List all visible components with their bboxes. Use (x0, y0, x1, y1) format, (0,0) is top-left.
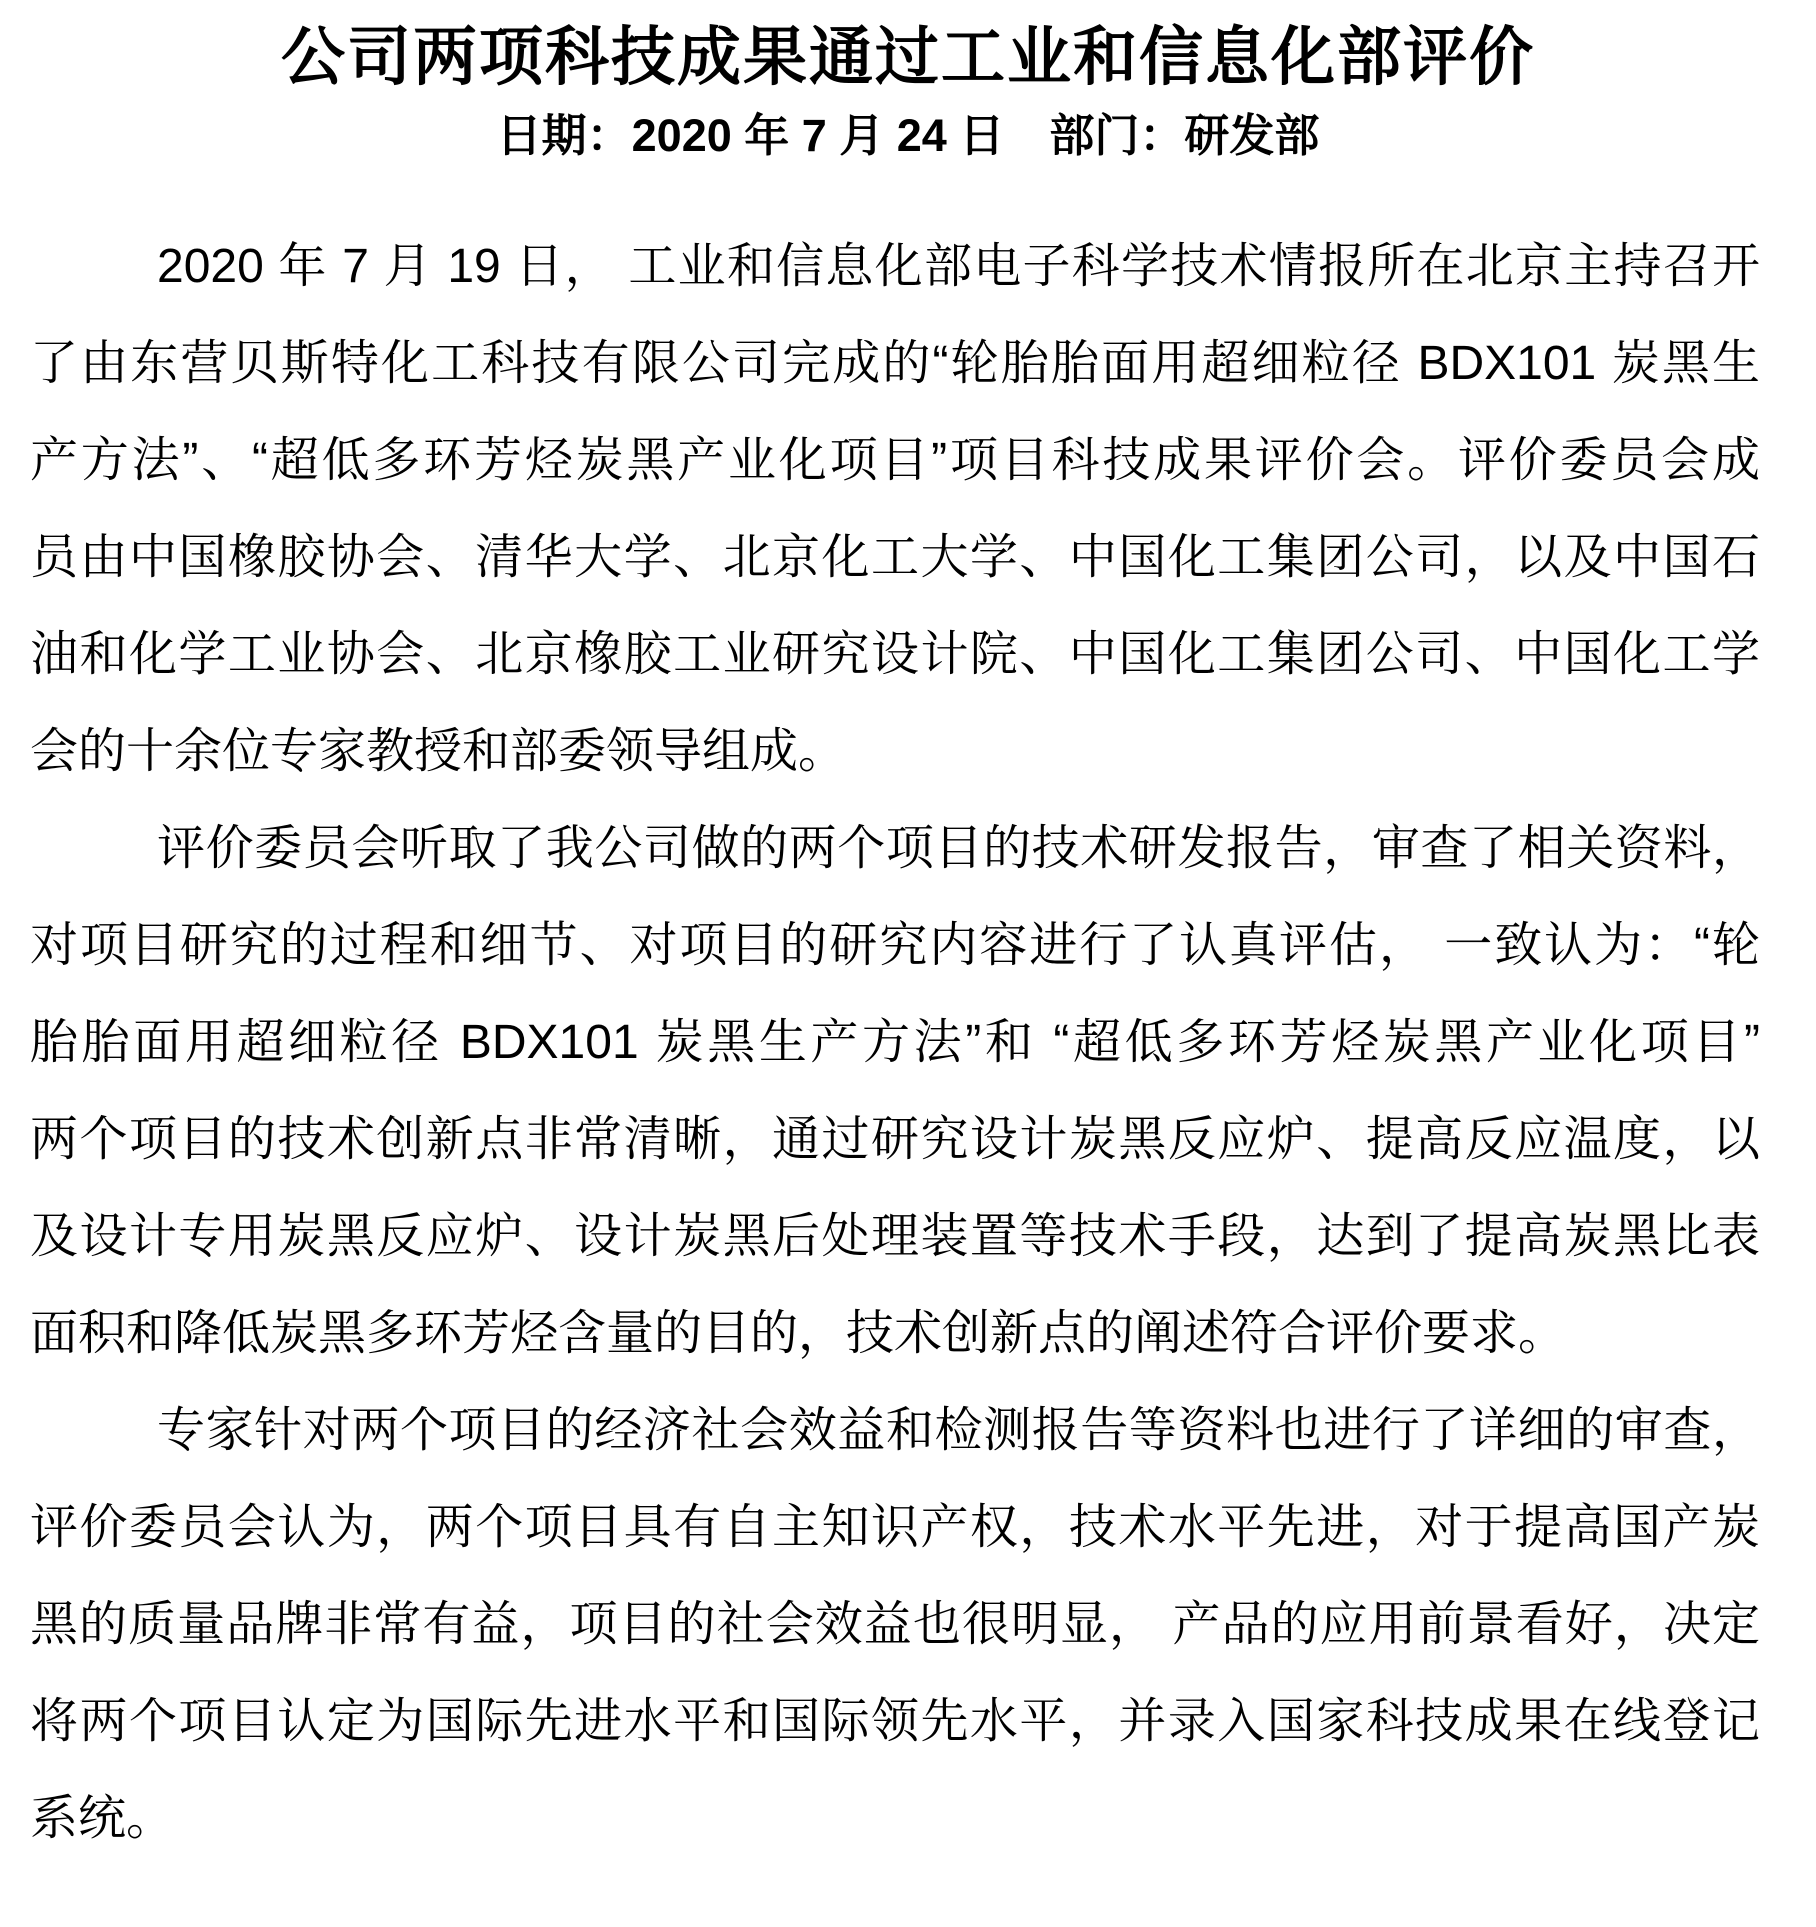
body-line: 面积和降低炭黑多环芳烃含量的目的，技术创新点的阐述符合评价要求。 (30, 1307, 1567, 1360)
body-line: 及设计专用炭黑反应炉、设计炭黑后处理装置等技术手段，达到了提高炭黑比表 (30, 1210, 1760, 1263)
paragraph (30, 1382, 1760, 1867)
body-line: 评价委员会听取了我公司做的两个项目的技术研发报告，审查了相关资料， (157, 822, 1760, 875)
document-title: 公司两项科技成果通过工业和信息化部评价 (281, 21, 1535, 93)
body-line: 两个项目的技术创新点非常清晰，通过研究设计炭黑反应炉、提高反应温度，以 (30, 1113, 1760, 1166)
body-line: 评价委员会认为，两个项目具有自主知识产权，技术水平先进，对于提高国产炭 (30, 1501, 1760, 1554)
body-line: 员由中国橡胶协会、清华大学、北京化工大学、中国化工集团公司，以及中国石 (30, 531, 1760, 584)
body-line: 了由东营贝斯特化工科技有限公司完成的“轮胎胎面用超细粒径 BDX101 炭黑生 (30, 337, 1760, 390)
body-line: 胎胎面用超细粒径 BDX101 炭黑生产方法”和 “超低多环芳烃炭黑产业化项目” (30, 1016, 1760, 1069)
body-line: 会的十余位专家教授和部委领导组成。 (30, 725, 847, 778)
body-line: 对项目研究的过程和细节、对项目的研究内容进行了认真评估， 一致认为：“轮 (30, 919, 1760, 972)
document-meta-line: 日期：2020 年 7 月 24 日 部门：研发部 (496, 110, 1320, 161)
body-line: 黑的质量品牌非常有益，项目的社会效益也很明显， 产品的应用前景看好，决定 (30, 1598, 1760, 1651)
body-line: 产方法”、“超低多环芳烃炭黑产业化项目”项目科技成果评价会。评价委员会成 (30, 434, 1760, 487)
body-line: 将两个项目认定为国际先进水平和国际领先水平，并录入国家科技成果在线登记 (30, 1695, 1760, 1748)
paragraph (30, 218, 1760, 800)
body-line: 2020 年 7 月 19 日， 工业和信息化部电子科学技术情报所在北京主持召开 (157, 240, 1760, 293)
body-line: 油和化学工业协会、北京橡胶工业研究设计院、中国化工集团公司、中国化工学 (30, 628, 1760, 681)
document-body (30, 218, 1760, 1867)
body-line: 系统。 (30, 1792, 175, 1845)
body-line: 专家针对两个项目的经济社会效益和检测报告等资料也进行了详细的审查， (157, 1404, 1760, 1457)
paragraph (30, 800, 1760, 1382)
